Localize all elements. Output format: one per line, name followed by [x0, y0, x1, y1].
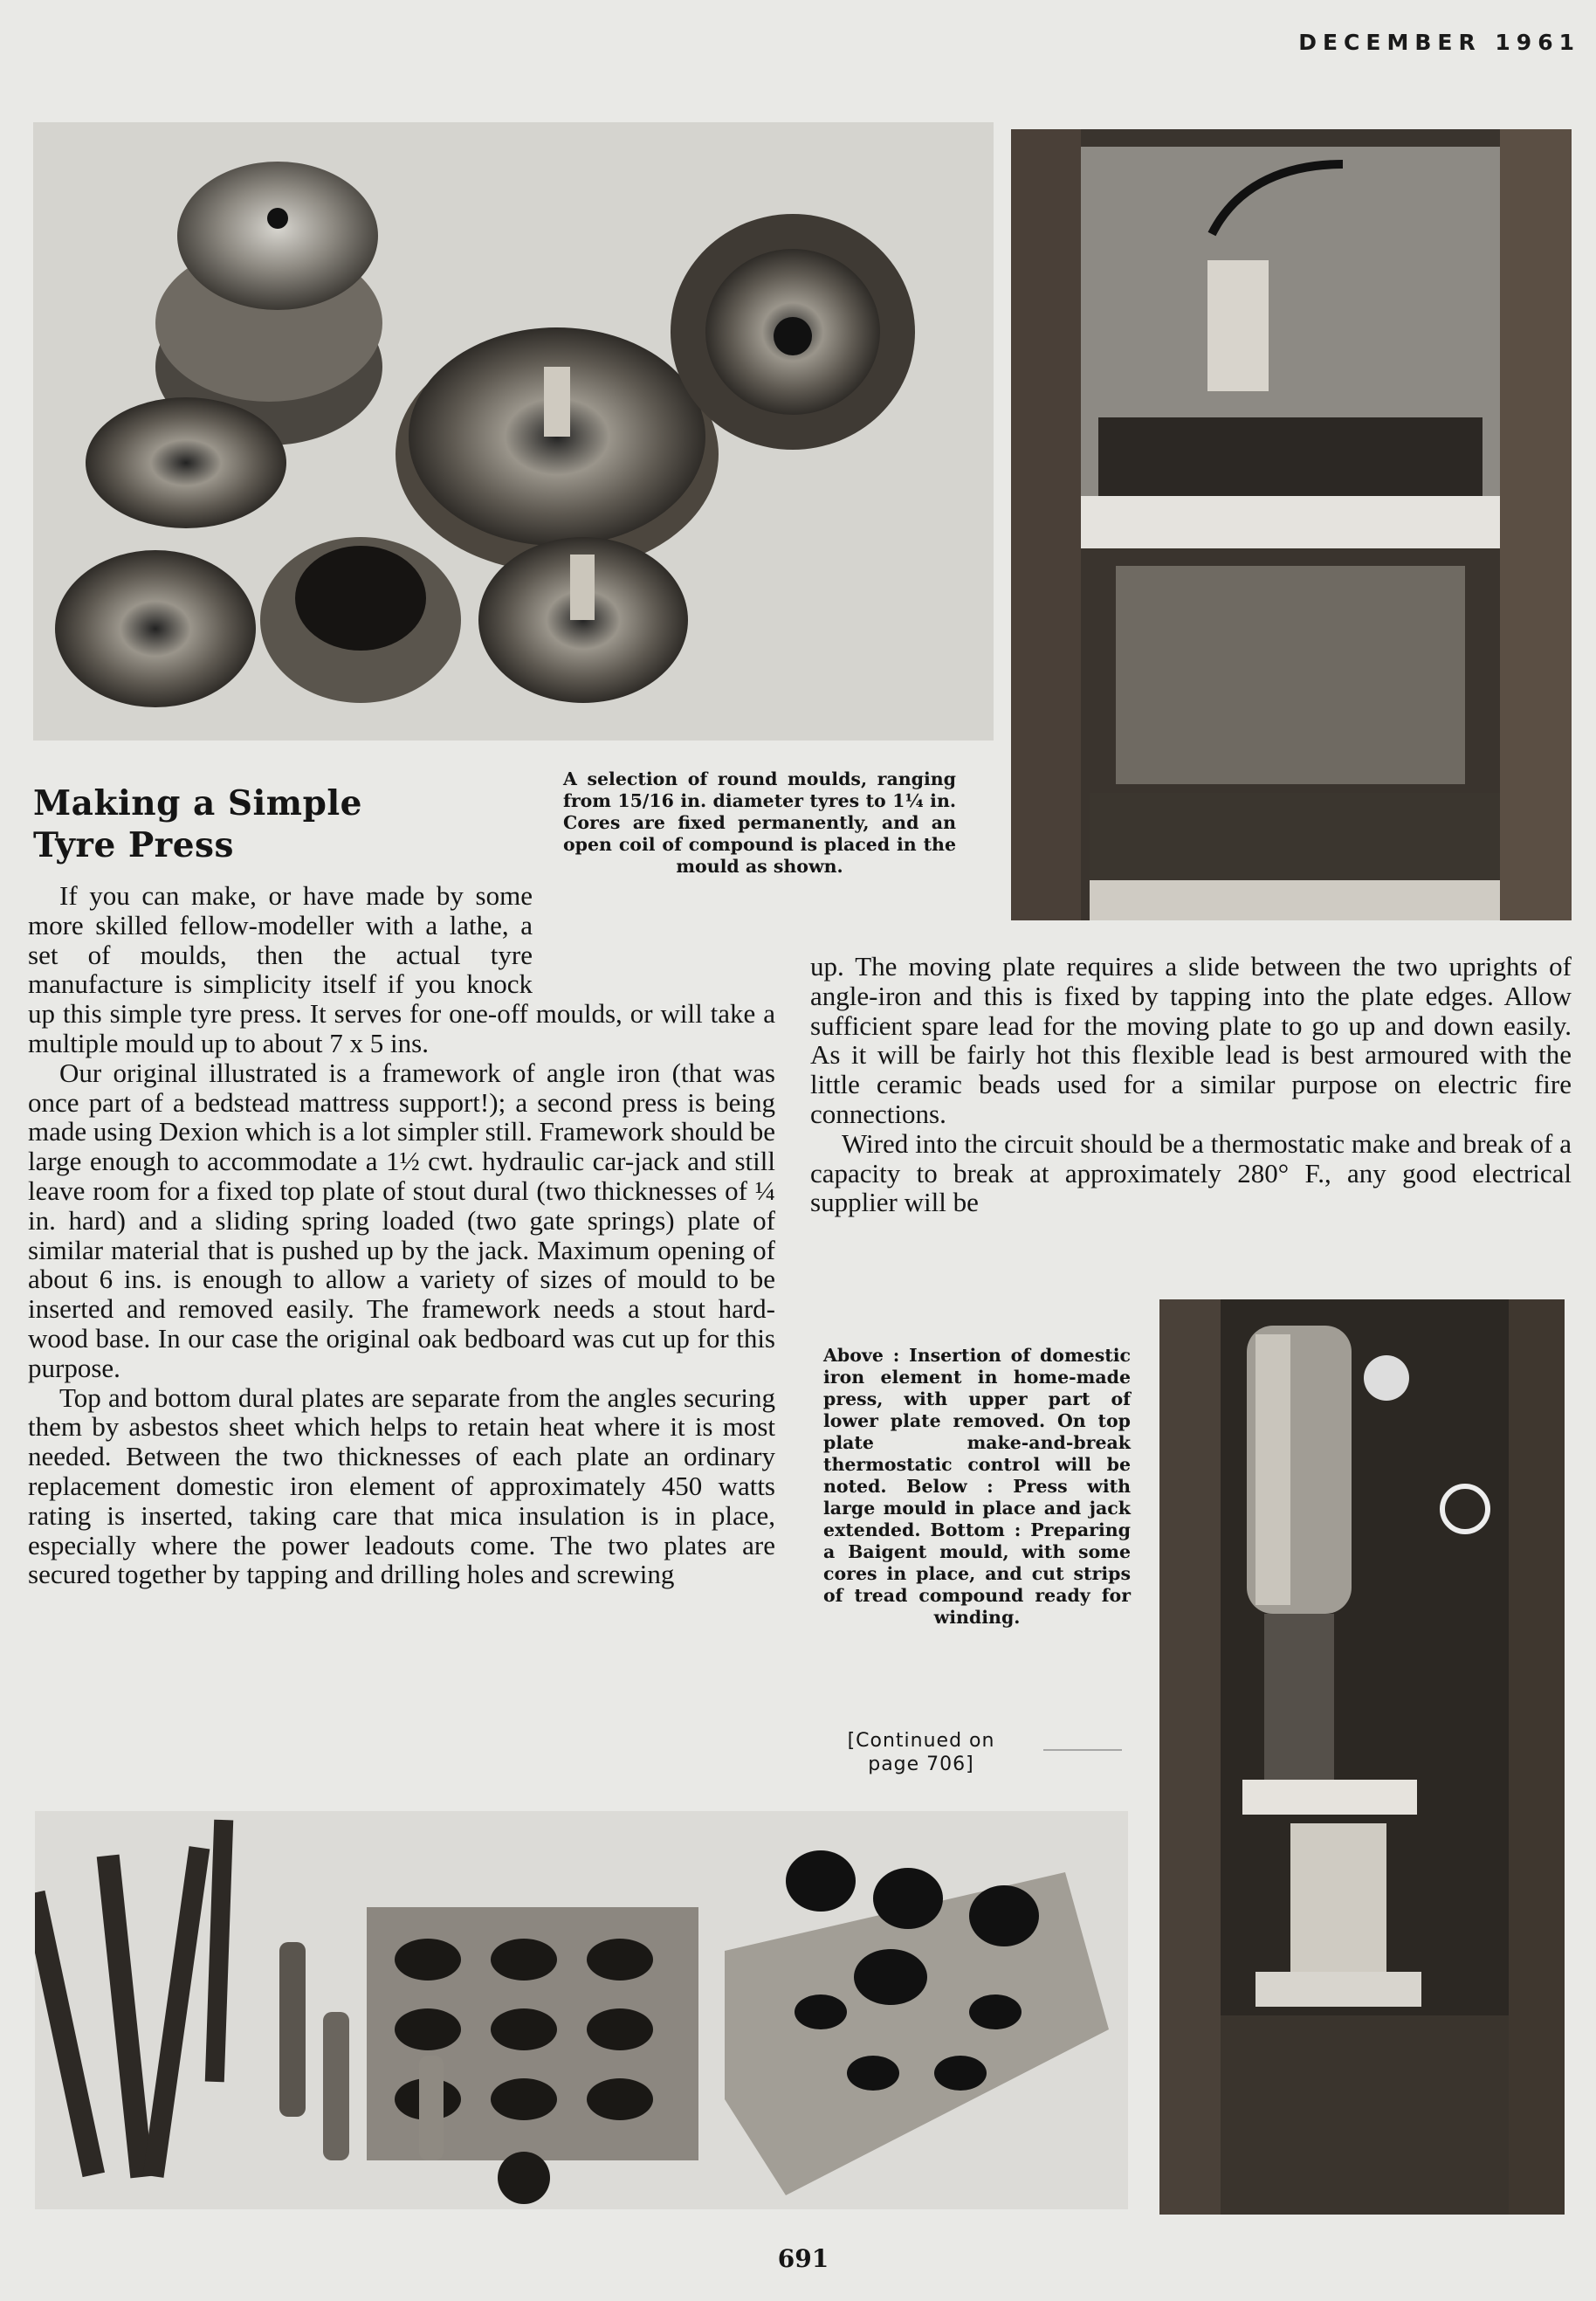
title-line-1: Making a Simple: [33, 783, 362, 823]
issue-date: DECEMBER 1961: [1298, 30, 1580, 55]
paragraph: Top and bottom dural plates are separate from the angles securing them by asbestos sheet which helps to retain heat where it is most needed. Between the two thicknesses of each plate an ordinary replacement domestic iron element of approximately 450 watts rating is inserted, taking care that mica insulation is in place, especially where the power leadouts come. The two plates are secured together by tapping and drilling holes and screwing: [28, 1381, 775, 1590]
moulds-photo: [33, 122, 994, 741]
paragraph: Wired into the circuit should be a thermostatic make and break of a capacity to break at approximately 280° F., any good electrical supplier will be: [810, 1127, 1572, 1218]
moulds-caption: A selection of round moulds, ranging from 15/16 in. diameter tyres to 1¼ in. Cores are fixed permanently, and an open coil of compound is placed in the mould as shown.: [563, 768, 956, 877]
press-element-photo: [1011, 129, 1572, 920]
print-smudge: [1043, 1733, 1122, 1751]
article-title: [33, 782, 470, 866]
paragraph: up. The moving plate requires a slide between the two uprights of angle-iron and this is fixed by tapping into the plate edges. Allow sufficient spare lead for the moving plate to go up and down easily. As it will be fairly hot this flexible lead is best armoured with the little ceramic beads used for a similar purpose on electric fire connections.: [810, 951, 1572, 1129]
right-column: [810, 952, 1572, 1217]
press-caption: Above : Insertion of domestic iron element in home-made press, with upper part of lower plate removed. On top plate make-and-break thermostatic control will be noted. Below : Press with large mould in place and jack extended. Bottom : Preparing a Baigent mould, with some cores in place, and cut strips of tread compound ready for winding.: [823, 1345, 1131, 1628]
press-jack-photo: [1159, 1299, 1565, 2215]
baigent-mould-photo: [35, 1811, 1128, 2209]
continued-note: [Continued on page 706]: [847, 1730, 995, 1775]
left-column: [28, 881, 775, 1589]
paragraph: Our original illustrated is a framework of angle iron (that was once part of a bedstead mattress support!); a second press is being made using Dexion which is a lot simpler still. Framework should be large enough to accommodate a 1½ cwt. hydraulic car-jack and still leave room for a fixed top plate of stout dural (two thicknesses of ¼ in. hard) and a sliding spring loaded (two gate springs) plate of similar material that is pushed up by the jack. Maximum opening of about 6 ins. is enough to allow a variety of sizes of mould to be inserted and removed easily. The framework needs a stout hard-wood base. In our case the original oak bedboard was cut up for this purpose.: [28, 1057, 775, 1383]
page-number: 691: [777, 2244, 829, 2273]
title-line-2: Tyre Press: [33, 825, 234, 865]
paragraph: If you can make, or have made by some more skilled fellow-modeller with a lathe, a set of moulds, then the actual tyre manufacture is simplicity itself if you knock up this simple tyre press. It serves for one-off moulds, or will take a multiple mould up to about 7 x 5 ins.: [28, 880, 775, 1058]
